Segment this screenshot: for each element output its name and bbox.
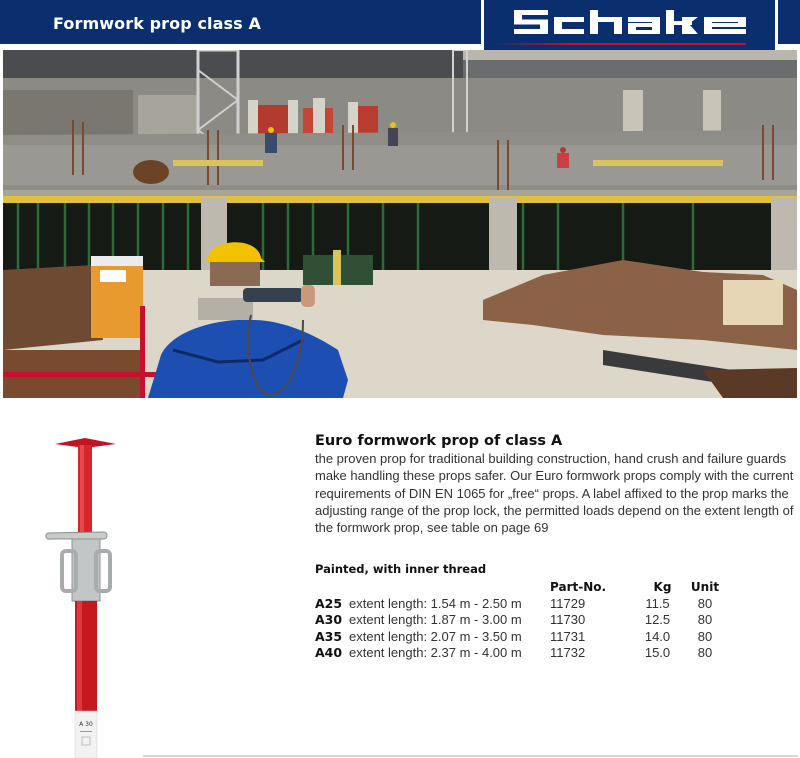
row-unit: 80	[697, 645, 713, 661]
row-description: extent length: 1.54 m - 2.50 m	[349, 595, 522, 611]
header-unit: Unit	[690, 580, 720, 594]
row-code: A40	[315, 645, 343, 661]
row-kg: 11.5	[645, 595, 670, 611]
row-description: extent length: 1.87 m - 3.00 m	[349, 612, 522, 628]
bottom-divider	[143, 755, 798, 757]
construction-site-photo	[3, 50, 797, 398]
product-title: Euro formwork prop of class A	[315, 433, 563, 449]
row-part-no: 11730	[550, 612, 586, 628]
prop-label-text: A 30	[79, 721, 93, 728]
schake-wordmark-icon	[514, 10, 746, 34]
row-part-no: 11731	[550, 628, 586, 644]
row-code: A25	[315, 595, 343, 611]
row-unit: 80	[697, 595, 713, 611]
product-description-block	[315, 432, 795, 536]
row-unit: 80	[697, 612, 713, 628]
row-kg: 12.5	[644, 612, 671, 628]
row-part-no: 11732	[550, 645, 586, 661]
table-row	[315, 612, 725, 629]
formwork-prop-image	[40, 435, 130, 758]
header-part-no: Part-No.	[550, 580, 607, 594]
row-description: extent length: 2.37 m - 4.00 m	[349, 645, 522, 661]
row-unit: 80	[697, 628, 713, 644]
product-description: the proven prop for traditional building construction, hand crush and failure guards make handling these props safer. Our Euro formwork props comply with the current requirements of DIN EN 1065 for „free“ props. A label affixed to the prop marks the adjusting range of the prop lock, the permitted loads depend on the extent length of the formwork prop, see table on page 69	[315, 451, 794, 536]
formwork-prop-icon	[40, 435, 130, 758]
specification-table	[315, 579, 725, 661]
table-row	[315, 595, 725, 612]
row-code: A35	[315, 628, 343, 644]
construction-photo-illustration-icon	[3, 50, 797, 398]
row-code: A30	[315, 612, 343, 628]
row-description: extent length: 2.07 m - 3.50 m	[349, 628, 522, 644]
row-part-no: 11729	[550, 595, 586, 611]
table-subtitle: Painted, with inner thread	[315, 562, 487, 576]
row-kg: 14.0	[644, 628, 671, 644]
logo-divider	[494, 43, 746, 45]
table-row	[315, 645, 725, 662]
table-header-row	[315, 579, 725, 595]
table-row	[315, 628, 725, 645]
header-kg: Kg	[653, 580, 672, 594]
page-title: Formwork prop class A	[53, 14, 261, 33]
row-kg: 15.0	[644, 645, 671, 661]
